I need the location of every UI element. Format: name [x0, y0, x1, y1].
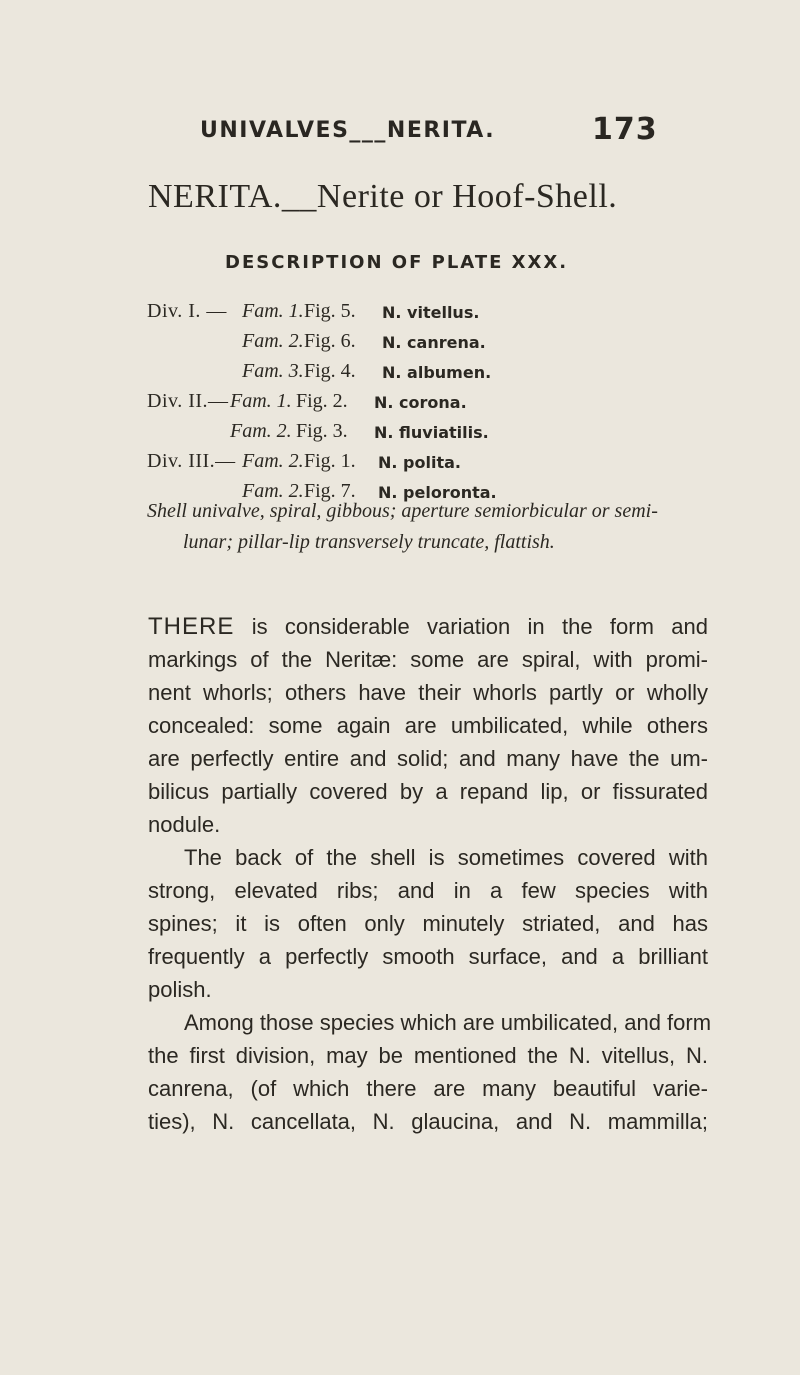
- plate-row: [0, 330, 800, 356]
- body-line-text: is considerable variation in the form and: [234, 614, 708, 639]
- title-text: NERITA.__Nerite or Hoof-Shell.: [148, 178, 618, 215]
- species-name: N. canrena.: [382, 333, 486, 352]
- family-label: Fam. 2.: [242, 450, 304, 472]
- page-number: 173: [592, 112, 658, 147]
- body-text: [148, 610, 712, 1138]
- figure-label: Fig. 5.: [304, 300, 356, 322]
- body-line: spines; it is often only minutely striated, and has: [148, 911, 708, 936]
- body-line: nodule.: [148, 812, 221, 837]
- genus-definition: [147, 496, 707, 558]
- figure-label: Fig. 2.: [296, 390, 348, 412]
- family-label: Fam. 2.: [242, 330, 304, 352]
- plate-row: [0, 360, 800, 386]
- plate-row: [0, 450, 800, 476]
- body-line: the first division, may be mentioned the N. vitellus, N.: [148, 1043, 708, 1068]
- body-line: Among those species which are umbilicated, and form: [184, 1010, 712, 1035]
- species-name: N. peloronta.: [378, 483, 497, 502]
- plate-row: [0, 300, 800, 326]
- division-label: Div. III.—: [147, 450, 236, 472]
- running-title: UNIVALVES___NERITA.: [200, 118, 496, 143]
- family-label: Fam. 2.: [230, 420, 292, 442]
- paragraph: [148, 1006, 712, 1138]
- body-line: frequently a perfectly smooth surface, and a brilliant: [148, 944, 708, 969]
- definition-line: Shell univalve, spiral, gibbous; aperture semiorbicular or semi-: [147, 500, 658, 522]
- species-name: N. vitellus.: [382, 303, 480, 322]
- figure-label: Fig. 4.: [304, 360, 356, 382]
- division-label: Div. I. —: [147, 300, 227, 322]
- body-line: [148, 610, 708, 643]
- body-line: markings of the Neritæ: some are spiral, with promi-: [148, 647, 708, 672]
- paragraph: [148, 610, 708, 841]
- plate-description-heading: DESCRIPTION OF PLATE XXX.: [225, 252, 569, 273]
- division-label: Div. II.—: [147, 390, 229, 412]
- species-name: N. fluviatilis.: [374, 423, 489, 442]
- opening-word: THERE: [148, 613, 235, 640]
- figure-label: Fig. 6.: [304, 330, 356, 352]
- figure-label: Fig. 3.: [296, 420, 348, 442]
- body-line: The back of the shell is sometimes covered with: [184, 845, 708, 870]
- body-line: concealed: some again are umbilicated, while others: [148, 713, 708, 738]
- running-head: [0, 112, 800, 152]
- body-line: polish.: [148, 977, 212, 1002]
- family-label: Fam. 1.: [230, 390, 292, 412]
- body-line: are perfectly entire and solid; and many have the um-: [148, 746, 708, 771]
- plate-row: [0, 390, 800, 416]
- species-name: N. polita.: [378, 453, 461, 472]
- family-label: Fam. 2.: [242, 480, 304, 502]
- body-line: ties), N. cancellata, N. glaucina, and N. mammilla;: [148, 1109, 708, 1134]
- figure-label: Fig. 1.: [304, 450, 356, 472]
- species-name: N. corona.: [374, 393, 467, 412]
- body-line: strong, elevated ribs; and in a few species with: [148, 878, 708, 903]
- family-label: Fam. 1.: [242, 300, 304, 322]
- body-line: canrena, (of which there are many beautiful varie-: [148, 1076, 708, 1101]
- plate-row: [0, 420, 800, 446]
- page-title: [148, 178, 617, 216]
- paragraph: [148, 841, 708, 1006]
- species-name: N. albumen.: [382, 363, 492, 382]
- family-label: Fam. 3.: [242, 360, 304, 382]
- body-line: bilicus partially covered by a repand lip, or fissurated: [148, 779, 708, 804]
- definition-line: lunar; pillar-lip transversely truncate, flattish.: [183, 531, 555, 553]
- body-line: nent whorls; others have their whorls partly or wholly: [148, 680, 708, 705]
- figure-label: Fig. 7.: [304, 480, 356, 502]
